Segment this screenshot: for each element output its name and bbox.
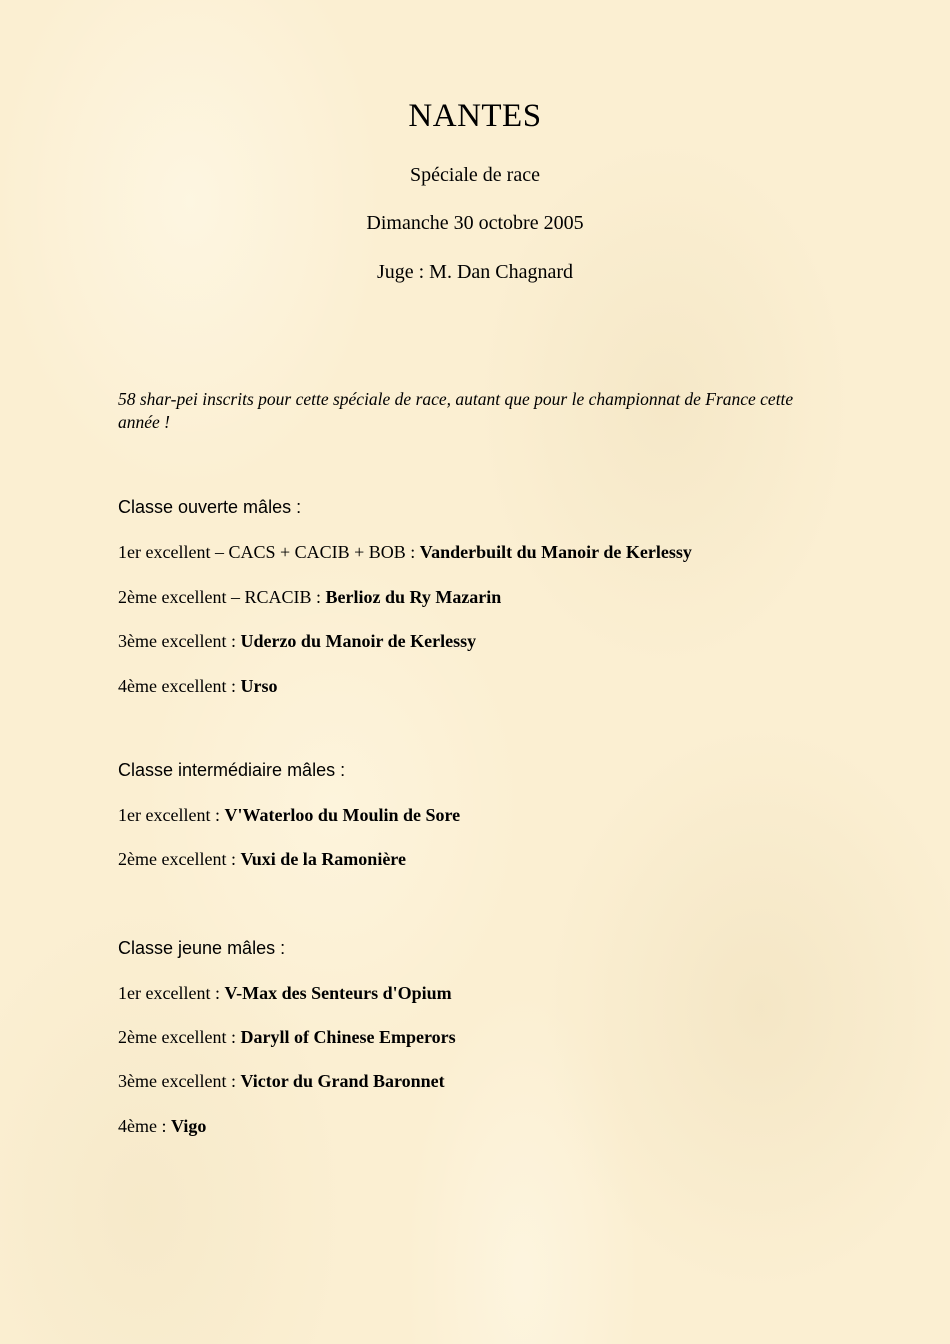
result-dog-name: Vanderbuilt du Manoir de Kerlessy: [419, 542, 692, 562]
page-title: NANTES: [408, 98, 542, 134]
event-date: Dimanche 30 octobre 2005: [366, 212, 584, 234]
result-dog-name: Vigo: [170, 1116, 207, 1136]
result-rank: 3ème excellent :: [118, 631, 241, 651]
result-row: [118, 676, 277, 697]
result-row: [118, 1071, 445, 1092]
result-rank: 3ème excellent :: [118, 1071, 241, 1091]
result-rank: 1er excellent :: [118, 983, 225, 1003]
result-row: [118, 587, 501, 608]
result-dog-name: Berlioz du Ry Mazarin: [325, 587, 502, 607]
result-rank: 1er excellent :: [118, 805, 225, 825]
result-rank: 2ème excellent – RCACIB :: [118, 587, 326, 607]
result-rank: 2ème excellent :: [118, 1027, 241, 1047]
result-row: [118, 1027, 456, 1048]
result-row: [118, 1116, 206, 1137]
result-row: [118, 805, 460, 826]
result-dog-name: Uderzo du Manoir de Kerlessy: [240, 631, 477, 651]
section-heading-open-males: Classe ouverte mâles :: [118, 497, 302, 517]
result-rank: 4ème :: [118, 1116, 171, 1136]
result-rank: 4ème excellent :: [118, 676, 241, 696]
event-subtitle: Spéciale de race: [410, 164, 540, 186]
intro-paragraph: 58 shar-pei inscrits pour cette spéciale de race, autant que pour le championnat de France cette année !: [118, 389, 794, 432]
result-dog-name: V-Max des Senteurs d'Opium: [224, 983, 452, 1003]
result-rank: 1er excellent – CACS + CACIB + BOB :: [118, 542, 420, 562]
result-rank: 2ème excellent :: [118, 849, 241, 869]
result-dog-name: Victor du Grand Baronnet: [240, 1071, 445, 1091]
section-heading-intermediate-males: Classe intermédiaire mâles :: [118, 760, 346, 780]
result-dog-name: Urso: [240, 676, 278, 696]
result-row: [118, 631, 476, 652]
result-dog-name: V'Waterloo du Moulin de Sore: [224, 805, 461, 825]
result-row: [118, 849, 406, 870]
result-dog-name: Daryll of Chinese Emperors: [240, 1027, 456, 1047]
result-row: [118, 542, 692, 563]
section-heading-young-males: Classe jeune mâles :: [118, 938, 286, 958]
event-judge: Juge : M. Dan Chagnard: [376, 261, 574, 283]
result-dog-name: Vuxi de la Ramonière: [240, 849, 406, 869]
result-row: [118, 983, 452, 1004]
